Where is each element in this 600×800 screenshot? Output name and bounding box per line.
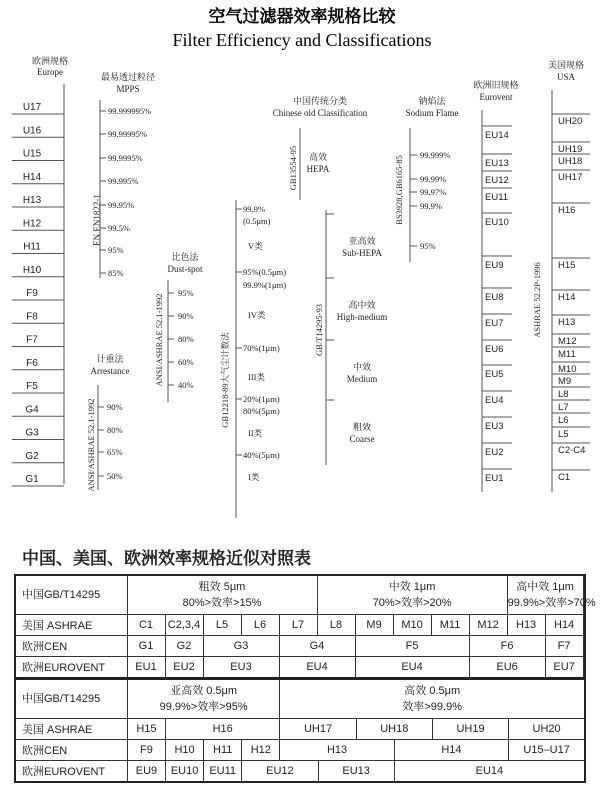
gb14295-group-cn: 亚高效 (348, 236, 376, 246)
gb12218-item-label: V类 (248, 241, 263, 251)
table2-group-sub-hepa: 亚高效 0.5μm 99.9%>效率>95% (127, 679, 280, 719)
usa-class-label: C2-C4 (558, 445, 586, 456)
europe-class-label: F6 (26, 357, 38, 369)
sodium-header-en: Sodium Flame (405, 108, 459, 118)
eurovent-class-label: EU5 (485, 369, 504, 380)
arrestance-tick-label: 50% (107, 471, 123, 481)
gb12218-item-label: (0.5μm) (243, 216, 271, 226)
table2-head-label: 中国GB/T14295 (15, 679, 127, 719)
europe-header-cn: 欧洲规格 (31, 56, 69, 66)
usa-class-label: H14 (558, 292, 576, 303)
eurovent-class-label: EU9 (485, 260, 504, 271)
gb13554-header-en: Chinese old Classification (272, 108, 368, 118)
en1822-tick-label: 99.9995% (108, 153, 143, 163)
title-cn: 空气过滤器效率规格比较 (208, 7, 396, 27)
sodium-tick-label: 99.9% (420, 201, 442, 211)
gb12218-standard: GB12218-89大气尘计数法 (220, 332, 230, 428)
table-row: 欧洲EUROVENT EU1 EU2 EU3 EU4 EU4 EU6 EU7 (15, 657, 585, 679)
gb14295-standard: GB/T14295-93 (314, 304, 324, 356)
europe-class-label: U15 (22, 148, 42, 160)
europe-class-label: H10 (22, 264, 42, 276)
usa-class-label: M12 (558, 336, 577, 347)
dustspot-tick-label: 90% (178, 311, 194, 321)
gb14295-group-en: Coarse (349, 434, 375, 444)
arrestance-tick-label: 80% (107, 425, 123, 435)
gb12218-item-label: 70%(1μm) (243, 343, 280, 353)
usa-class-label: M9 (558, 376, 572, 387)
usa-header-en: USA (556, 72, 576, 82)
dustspot-header-cn: 比色法 (171, 252, 199, 262)
en1822-tick-label: 85% (108, 268, 124, 278)
table1-group-coarse: 粗效 5μm 80%>效率>15% (127, 575, 317, 615)
arrestance-header-cn: 计重法 (96, 354, 124, 364)
arrestance-header-en: Arrestance (90, 366, 130, 376)
usa-standard: ASHRAE 52.2P-1996 (532, 262, 542, 338)
en1822-tick-label: 95% (108, 245, 124, 255)
usa-class-label: C1 (558, 472, 571, 483)
europe-class-label: G3 (25, 427, 39, 439)
gb12218-item-label: IV类 (248, 310, 266, 320)
table1-group-medium: 中效 1μm 70%>效率>20% (317, 575, 507, 615)
usa-header-cn: 美国规格 (547, 60, 585, 70)
europe-class-label: F5 (26, 381, 38, 392)
eurovent-class-label: EU13 (485, 158, 509, 169)
en1822-tick-label: 99.95% (108, 200, 135, 210)
gb12218-item-label: 80%(5μm) (243, 406, 280, 416)
eurovent-class-label: EU8 (485, 292, 504, 303)
europe-class-label: G4 (25, 404, 39, 416)
usa-class-label: L7 (558, 402, 569, 413)
en1822-tick-label: 99.995% (108, 176, 139, 186)
dustspot-tick-label: 40% (178, 380, 194, 390)
europe-class-label: H13 (22, 195, 42, 206)
gb12218-item-label: III类 (248, 372, 265, 382)
comparison-table-title: 中国、美国、欧洲效率规格近似对照表 (22, 549, 311, 569)
sodium-tick-label: 99.99% (420, 174, 447, 184)
gb14295-group-cn: 高中效 (348, 300, 376, 310)
eurovent-class-label: EU10 (485, 217, 509, 228)
gb12218-item-label: 99.9% (243, 204, 265, 214)
europe-class-label: F7 (26, 334, 38, 346)
usa-class-label: H13 (558, 317, 576, 328)
europe-class-label: U16 (22, 125, 42, 137)
usa-class-label: UH20 (558, 116, 583, 127)
dustspot-tick-label: 80% (178, 334, 194, 344)
europe-class-label: H14 (22, 171, 42, 183)
table-row: 欧洲EUROVENT EU9 EU10 EU11 EU12 EU13 EU14 (15, 761, 585, 783)
eurovent-header-cn: 欧洲旧规格 (473, 80, 519, 90)
comparison-table-coarse-medium (14, 574, 596, 679)
europe-class-label: F8 (26, 311, 38, 323)
sodium-tick-label: 99.999% (420, 150, 451, 160)
table-row: 美国 ASHRAE C1 C2,3,4 L5 L6 L7 L8 M9 M10 M11 M12 H13 H14 (15, 615, 585, 636)
gb14295-group-cn: 粗效 (352, 422, 372, 432)
europe-class-label: G1 (25, 474, 39, 485)
sodium-tick-label: 99.97% (420, 187, 447, 197)
sodium-tick-label: 95% (420, 241, 436, 251)
table-row: 欧洲CEN F9 H10 H11 H12 H13 H14 U15–U17 (15, 740, 585, 761)
usa-class-label: UH18 (558, 156, 583, 167)
eurovent-class-label: EU11 (485, 192, 509, 203)
en1822-standard: EN EN1822-1 (92, 194, 102, 246)
title-en: Filter Efficiency and Classifications (172, 30, 432, 50)
comparison-table-sub-hepa-hepa (14, 678, 586, 783)
gb13554-header-cn: 中国传统分类 (292, 96, 348, 106)
gb12218-item-label: 40%(5μm) (243, 450, 280, 460)
table1-group-high-medium: 高中效 1μm 99.9%>效率>70% (507, 575, 583, 615)
eurovent-class-label: EU1 (485, 473, 504, 484)
table1-head-label: 中国GB/T14295 (15, 575, 127, 615)
en1822-header-cn: 最易透过粒径 (100, 72, 156, 82)
usa-class-label: L8 (558, 389, 569, 400)
table-row: 欧洲CEN G1 G2 G3 G4 F5 F6 F7 (15, 636, 585, 657)
usa-class-label: UH19 (558, 144, 583, 155)
usa-class-label: L5 (558, 429, 569, 440)
gb13554-standard: GB13554-95 (288, 145, 298, 191)
eurovent-class-label: EU12 (485, 175, 509, 186)
usa-class-label: UH17 (558, 172, 583, 183)
eurovent-class-label: EU3 (485, 421, 504, 432)
eurovent-class-label: EU4 (485, 395, 504, 406)
eurovent-class-label: EU6 (485, 344, 504, 355)
gb13554-label-en: HEPA (306, 164, 330, 174)
eurovent-class-label: EU7 (485, 318, 504, 329)
eurovent-class-label: EU14 (485, 130, 509, 141)
gb13554-label-cn: 高效 (308, 152, 328, 162)
usa-class-label: L6 (558, 415, 569, 426)
gb14295-group-en: High-medium (336, 312, 388, 322)
gb14295-group-cn: 中效 (352, 362, 372, 372)
eurovent-header-en: Eurovent (479, 92, 513, 102)
en1822-tick-label: 99.99995% (108, 129, 147, 139)
en1822-tick-label: 99.999995% (108, 106, 152, 116)
arrestance-tick-label: 65% (107, 447, 123, 457)
arrestance-tick-label: 90% (107, 402, 123, 412)
sodium-standard: BS3928,GB6165-85 (394, 155, 404, 225)
usa-class-label: H16 (558, 205, 576, 216)
usa-class-label: M10 (558, 364, 577, 375)
usa-class-label: M11 (558, 349, 576, 360)
gb14295-group-en: Sub-HEPA (342, 248, 382, 258)
gb14295-group-en: Medium (346, 374, 378, 384)
table-row: 美国 ASHRAE H15 H16 UH17 UH18 UH19 UH20 (15, 719, 585, 740)
dustspot-tick-label: 60% (178, 357, 194, 367)
sodium-header-cn: 钠焰法 (418, 96, 446, 106)
europe-header-en: Europe (37, 67, 63, 77)
europe-class-label: H11 (23, 241, 41, 253)
dustspot-standard: ANSI/ASHRAE 52.1-1992 (154, 293, 164, 387)
dustspot-header-en: Dust-spot (167, 264, 203, 274)
gb12218-item-label: 99.9%(1μm) (243, 280, 287, 290)
europe-class-label: U17 (22, 102, 42, 113)
dustspot-tick-label: 95% (178, 288, 194, 298)
europe-class-label: G2 (25, 450, 39, 462)
gb12218-item-label: 95%(0.5μm) (243, 267, 287, 277)
gb12218-item-label: 20%(1μm) (243, 394, 280, 404)
arrestance-standard: ANSI/ASHRAE 52.1-1992 (86, 398, 96, 492)
table2-group-hepa: 高效 0.5μm 效率>99.9% (280, 679, 585, 719)
europe-class-label: H12 (22, 218, 42, 230)
usa-class-label: H15 (558, 260, 576, 271)
gb12218-item-label: II类 (248, 428, 263, 438)
gb12218-item-label: I类 (248, 472, 260, 482)
europe-class-label: F9 (26, 288, 38, 299)
eurovent-class-label: EU2 (485, 447, 504, 458)
en1822-tick-label: 99.5% (108, 223, 130, 233)
en1822-header-en: MPPS (116, 84, 140, 94)
